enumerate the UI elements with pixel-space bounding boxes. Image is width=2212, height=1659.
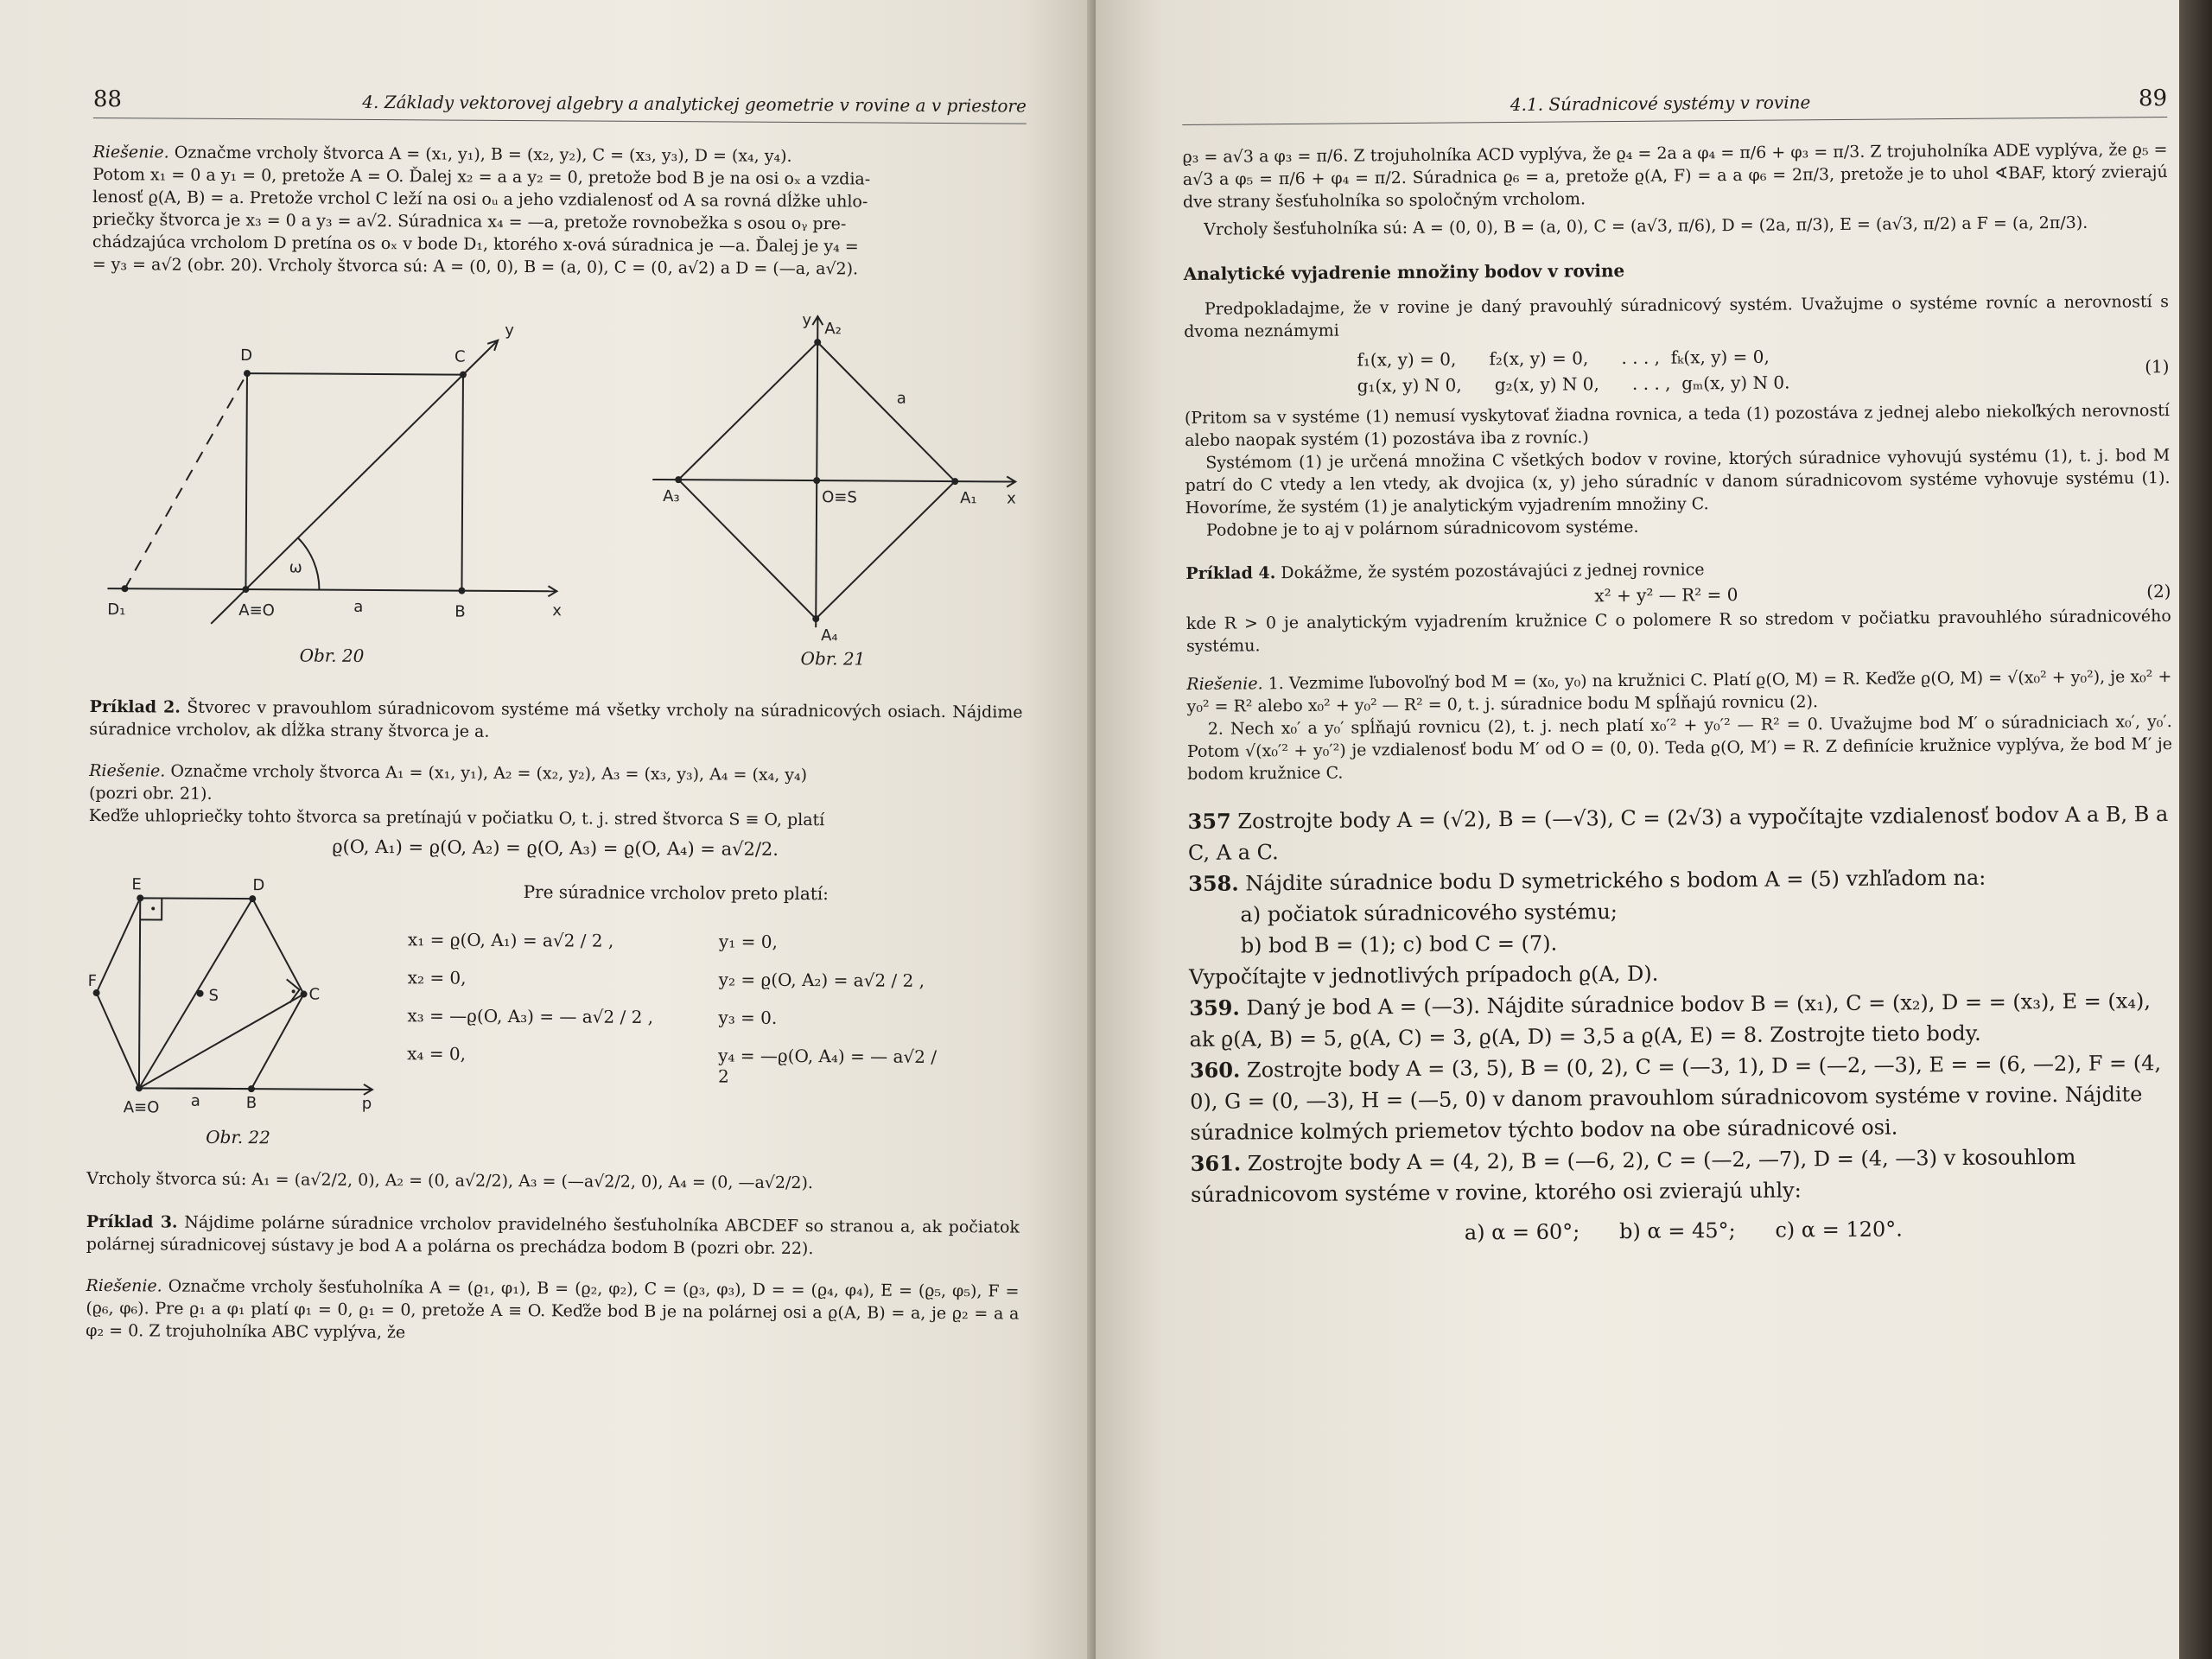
fig20-label-d: D bbox=[240, 346, 253, 365]
coords-grid bbox=[407, 929, 944, 1088]
solution-2-line1: Označme vrcholy štvorca A₁ = (x₁, y₁), A₂ = (x₂, y₂), A₃ = (x₃, y₃), A₄ = (x₄, y₄) bbox=[170, 761, 808, 785]
figure-20 bbox=[90, 312, 575, 667]
fig20-label-y: y bbox=[505, 321, 515, 340]
equation-system-1 bbox=[1184, 340, 2169, 400]
page-edge-shadow bbox=[2179, 0, 2212, 1659]
figure-22-caption: Obr. 22 bbox=[206, 1126, 271, 1148]
solution-3-text: Označme vrcholy šesťuholníka A = (ϱ₁, φ₁), B = (ϱ₂, φ₂), C = (ϱ₃, φ₃), D = = (ϱ₄, φ₄), E = (ϱ₅, φ₅), F = (ϱ₆, φ₆). Pre ϱ₁ a φ₁ platí φ₁ = 0, ϱ₁ = 0, pretože A ≡ O. Keďže bod B je na polárnej osi a ϱ(A, B) = a, je ϱ₂ = a a φ₂ = 0. Z trojuholníka ABC vyplýva, že bbox=[86, 1276, 1020, 1343]
right-page bbox=[1096, 0, 2212, 1659]
exercise-357 bbox=[1187, 798, 2173, 868]
fig20-label-a: A≡O bbox=[238, 601, 275, 620]
solution-4-p2: 2. Nech x₀′ a y₀′ spĺňajú rovnicu (2), t. j. nech platí x₀′² + y₀′² — R² = 0. Uvažujme bod M′ o súradniciach x₀′, y₀′. Potom √(x₀′² + y₀′²) je vzdialenosť bodu M′ od O = (0, 0). Teda ϱ(O, M′) = R. Z definície kružnice vyplýva, že bod M′ je bodom kružnice C. bbox=[1186, 712, 2173, 784]
example-4-label: Príklad 4. bbox=[1185, 563, 1276, 583]
para-2: (Pritom sa v systéme (1) nemusí vyskytovať žiadna rovnica, a teda (1) pozostáva z jednej alebo niekoľkých nerovností alebo naopak systém (1) pozostáva iba z rovníc.) bbox=[1184, 401, 2171, 450]
solution-4-p1: 1. Vezmime ľubovoľný bod M = (x₀, y₀) na kružnici C. Platí ϱ(O, M) = R. Keďže ϱ(O, M) = √(x₀² + y₀²), je x₀² + y₀² = R² alebo x₀² + y₀² — R² = 0, t. j. súradnice bodu M spĺňajú rovnicu (2). bbox=[1186, 667, 2172, 716]
fig21-label-x: x bbox=[1007, 489, 1016, 508]
example-4-text: Dokážme, že systém pozostávajúci z jednej rovnice bbox=[1281, 560, 1705, 583]
fig20-label-c: C bbox=[454, 347, 466, 366]
figures-row bbox=[90, 302, 1026, 671]
exercise-359 bbox=[1189, 985, 2175, 1055]
exercise-number: 359. bbox=[1189, 995, 1240, 1020]
solution-1 bbox=[92, 141, 1027, 282]
coord-x4: x₄ = 0, bbox=[407, 1043, 467, 1065]
exercise-number: 361. bbox=[1190, 1150, 1242, 1176]
example-4 bbox=[1185, 555, 2171, 658]
fig22-label-b: B bbox=[245, 1094, 257, 1113]
fig22-label-f: F bbox=[87, 971, 98, 991]
example-2-label: Príklad 2. bbox=[89, 696, 181, 717]
fig20-label-omega: ω bbox=[289, 558, 302, 577]
system-number: (1) bbox=[2145, 356, 2170, 378]
right-page-content bbox=[1182, 86, 2176, 1250]
fig21-label-a4: A₄ bbox=[821, 626, 838, 645]
coord-x1: x₁ = ϱ(O, A₁) = a√2 / 2 , bbox=[407, 929, 614, 951]
exercise-361 bbox=[1191, 1141, 2177, 1211]
example-3 bbox=[86, 1211, 1020, 1262]
coord-y2: y₂ = ϱ(O, A₂) = a√2 / 2 , bbox=[718, 969, 925, 991]
solution-2-label: Riešenie. bbox=[89, 760, 166, 781]
fig22-label-e: E bbox=[131, 875, 142, 894]
example-2 bbox=[89, 696, 1022, 747]
figure-21-diagram bbox=[643, 307, 1025, 646]
figure-22-diagram bbox=[87, 872, 383, 1124]
coords-title: Pre súradnice vrcholov preto platí: bbox=[523, 881, 830, 905]
left-page bbox=[0, 0, 1096, 1659]
example-4-after: kde R > 0 je analytickým vyjadrením kružnice C o polomere R so stredom v počiatku pravouhlého súradnicového systému. bbox=[1185, 607, 2171, 656]
exercise-text: Daný je bod A = (—3). Nájdite súradnice bodov B = (x₁), C = (x₂), D = = (x₃), E = (x₄), ak ϱ(A, B) = 5, ϱ(A, C) = 3, ϱ(A, D) = 3,5 a ϱ(A, E) = 8. Zostrojte tieto body. bbox=[1189, 988, 2152, 1052]
fig22-label-side-a: a bbox=[190, 1091, 200, 1110]
solution-1-line: lenosť ϱ(A, B) = a. Pretože vrchol C leží na osi oᵤ a jeho vzdialenosť od A sa rovná dĺžke uhlo- bbox=[92, 187, 868, 212]
fig21-label-y: y bbox=[802, 311, 812, 330]
left-page-content bbox=[86, 86, 1027, 1348]
system-row-2: g₁(x, y) N 0, g₂(x, y) N 0, . . . , gₘ(x, y) N 0. bbox=[1357, 372, 1790, 397]
solution-1-line: Potom x₁ = 0 a y₁ = 0, pretože A = O. Ďalej x₂ = a a y₂ = 0, pretože bod B je na osi oₓ a vzdia- bbox=[92, 164, 871, 189]
fig20-label-side-a: a bbox=[353, 597, 364, 616]
fig22-label-a: A≡O bbox=[123, 1098, 160, 1117]
right-header bbox=[1182, 86, 2167, 125]
figure-20-diagram bbox=[90, 312, 575, 643]
fig21-label-os: O≡S bbox=[822, 488, 857, 507]
exercise-number: 357 bbox=[1187, 808, 1231, 834]
exercise-number: 358. bbox=[1188, 870, 1239, 896]
exercise-number: 360. bbox=[1189, 1057, 1241, 1083]
fig20-label-d1: D₁ bbox=[107, 601, 126, 620]
fig21-label-a2: A₂ bbox=[824, 320, 842, 339]
solution-3 bbox=[86, 1274, 1019, 1348]
exercises bbox=[1187, 798, 2176, 1250]
coord-y1: y₁ = 0, bbox=[718, 931, 778, 952]
para-3: Systémom (1) je určená množina C všetkých bodov v rovine, ktorých súradnice vyhovujú systému (1), t. j. bod M patrí do C vtedy a len vtedy, ak dvojica (x, y) jeho súradníc v danom súradnicovom systéme vyhovuje systému (1). Hovoríme, že systém (1) je analytickým vyjadrením množiny C. bbox=[1185, 446, 2171, 518]
right-running-head: 4.1. Súradnicové systémy v rovine bbox=[1510, 92, 1811, 116]
fig20-label-x: x bbox=[552, 601, 563, 620]
equation-2-formula: x² + y² — R² = 0 bbox=[1594, 583, 1738, 607]
coord-y4: y₄ = —ϱ(O, A₄) = — a√2 / 2 bbox=[717, 1045, 938, 1087]
left-running-head: 4. Základy vektorovej algebry a analytickej geometrie v rovine a v priestore bbox=[362, 91, 1027, 117]
figure-22 bbox=[86, 872, 391, 1150]
solution-2-equation: ϱ(O, A₁) = ϱ(O, A₂) = ϱ(O, A₃) = ϱ(O, A₄) = a√2/2. bbox=[332, 836, 779, 860]
left-header bbox=[93, 86, 1027, 124]
right-intro: ϱ₃ = a√3 a φ₃ = π/6. Z trojuholníka ACD vyplýva, že ϱ₄ = 2a a φ₄ = π/6 + φ₃ = π/3. Z trojuholníka ADE vyplýva, že ϱ₅ = a√3 a φ₅ = π/6 + φ₄ = π/2. Súradnica ϱ₆ = a, pretože ϱ(A, F) = a a φ₆ = 2π/3, pretože je to uhol ∢BAF, ktorý zvierajú dve strany šesťuholníka so spoločným vrcholom. bbox=[1182, 140, 2168, 212]
solution-1-label: Riešenie. bbox=[92, 142, 169, 162]
coord-x2: x₂ = 0, bbox=[407, 967, 467, 988]
fig22-label-p: p bbox=[361, 1094, 372, 1113]
solution-1-line: = y₃ = a√2 (obr. 20). Vrcholy štvorca sú: A = (0, 0), B = (a, 0), C = (0, a√2) a D = (—a, a√2). bbox=[92, 254, 859, 279]
section-title: Analytické vyjadrenie množiny bodov v rovine bbox=[1183, 259, 1625, 284]
coord-y3: y₃ = 0. bbox=[718, 1007, 778, 1028]
exercise-358-compute: Vypočítajte v jednotlivých prípadoch ϱ(A, D). bbox=[1188, 961, 1659, 989]
solution-2-line3: Keďže uhlopriečky tohto štvorca sa pretínajú v počiatku O, t. j. stred štvorca S ≡ O, platí bbox=[88, 805, 825, 830]
exercise-text: Zostrojte body A = (4, 2), B = (—6, 2), C = (—2, —7), D = (4, —3) v kosouhlom súradnicovom systéme v rovine, ktorého osi zvierajú uhly: bbox=[1190, 1144, 2076, 1207]
example-3-text: Nájdime polárne súradnice vrcholov pravidelného šesťuholníka ABCDEF so stranou a, ak počiatok polárnej súradnicovej sústavy je bod A a polárna os prechádza bodom B (pozri obr. 22). bbox=[86, 1212, 1020, 1259]
hexagon-vertices: Vrcholy šesťuholníka sú: A = (0, 0), B = (a, 0), C = (a√3, π/6), D = (2a, π/3), E = (a√3, π/2) a F = (a, 2π/3). bbox=[1204, 213, 2088, 239]
fig21-label-a3: A₃ bbox=[663, 487, 680, 506]
solution-4 bbox=[1186, 665, 2172, 785]
right-page-number: 89 bbox=[2138, 86, 2168, 112]
fig22-label-d: D bbox=[252, 876, 265, 895]
exercise-358-a: a) počiatok súradnicového systému; bbox=[1240, 899, 1618, 927]
system-row-1: f₁(x, y) = 0, f₂(x, y) = 0, . . . , fₖ(x, y) = 0, bbox=[1357, 346, 1770, 371]
left-page-number: 88 bbox=[92, 86, 123, 113]
figure-21 bbox=[643, 307, 1026, 671]
equation-2-number: (2) bbox=[2146, 581, 2171, 602]
solution-1-line: priečky štvorca je x₃ = 0 a y₃ = a√2. Súradnica x₄ = —a, pretože rovnobežka s osou oᵧ pre- bbox=[92, 209, 847, 234]
solution-3-label: Riešenie. bbox=[86, 1275, 162, 1296]
exercise-361-angles: a) α = 60°; b) α = 45°; c) α = 120°. bbox=[1464, 1217, 1903, 1245]
figure-22-and-coords bbox=[86, 872, 1021, 1154]
coord-x3: x₃ = —ϱ(O, A₃) = — a√2 / 2 , bbox=[407, 1005, 654, 1027]
exercise-358-bc: b) bod B = (1); c) bod C = (7). bbox=[1240, 931, 1558, 958]
solution-2-line2: (pozri obr. 21). bbox=[88, 783, 213, 804]
solution-1-line: Označme vrcholy štvorca A = (x₁, y₁), B = (x₂, y₂), C = (x₃, y₃), D = (x₄, y₄). bbox=[174, 143, 792, 166]
coords-block bbox=[406, 874, 944, 1154]
example-3-label: Príklad 3. bbox=[86, 1211, 178, 1232]
fig20-label-b: B bbox=[454, 602, 466, 621]
para-1: Predpokladajme, že v rovine je daný pravouhlý súradnicový systém. Uvažujme o systéme rovníc a nerovností s dvoma neznámymi bbox=[1184, 292, 2170, 341]
solution-4-label: Riešenie. bbox=[1186, 674, 1263, 694]
fig21-label-a1: A₁ bbox=[960, 489, 977, 508]
figure-20-caption: Obr. 20 bbox=[299, 645, 365, 666]
exercise-360 bbox=[1190, 1047, 2176, 1148]
solution-1-line: chádzajúca vrcholom D pretína os oₓ v bode D₁, ktorého x-ová súradnica je —a. Ďalej je y₄ = bbox=[92, 232, 859, 257]
solution-2 bbox=[89, 760, 1023, 864]
exercise-text: Zostrojte body A = (√2), B = (—√3), C = (2√3) a vypočítajte vzdialenosť bodov A a B, B a C, A a C. bbox=[1187, 802, 2169, 865]
solution-2-result: Vrcholy štvorca sú: A₁ = (a√2/2, 0), A₂ = (0, a√2/2), A₃ = (—a√2/2, 0), A₄ = (0, —a√2/2). bbox=[86, 1168, 814, 1193]
exercise-text: Zostrojte body A = (3, 5), B = (0, 2), C = (—3, 1), D = (—2, —3), E = = (6, —2), F = (4, 0), G = (0, —3), H = (—5, 0) v danom pravouhlom súradnicovom systéme v rovine. Nájdite súradnice kolmých priemetov týchto bodov na obe súradnicové osi. bbox=[1190, 1051, 2162, 1145]
exercise-text: Nájdite súradnice bodu D symetrického s bodom A = (5) vzhľadom na: bbox=[1245, 865, 1986, 896]
fig22-label-s: S bbox=[208, 986, 219, 1005]
example-2-text: Štvorec v pravouhlom súradnicovom systéme má všetky vrcholy na súradnicových osiach. Nájdime súradnice vrcholov, ak dĺžka strany štvorca je a. bbox=[89, 697, 1023, 741]
para-4: Podobne je to aj v polárnom súradnicovom systéme. bbox=[1205, 517, 1639, 540]
fig21-label-side-a: a bbox=[896, 389, 906, 408]
fig22-label-c: C bbox=[308, 985, 321, 1004]
figure-21-caption: Obr. 21 bbox=[800, 648, 866, 670]
